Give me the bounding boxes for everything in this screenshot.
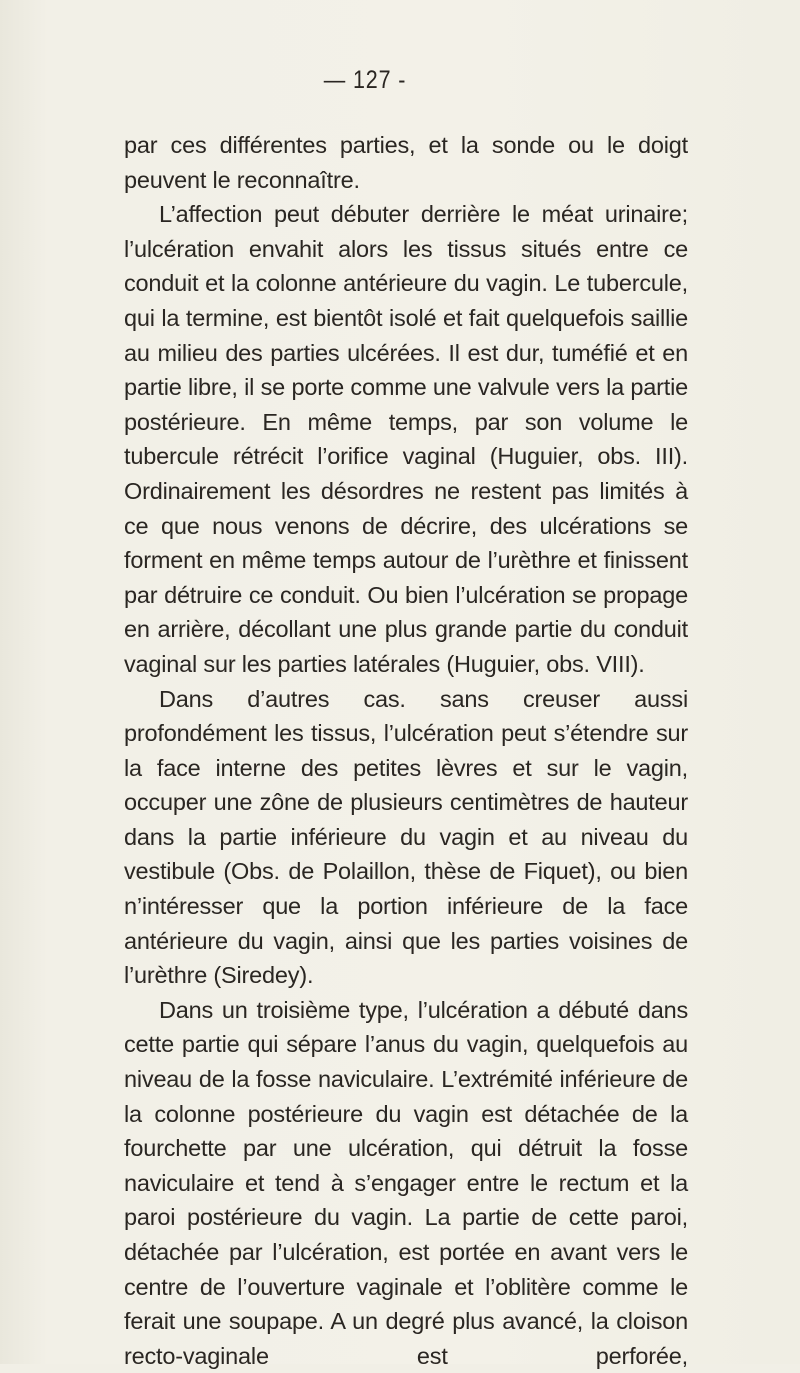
paragraph-2: L’affection peut débuter derrière le méat urinaire; l’ulcération envahit alors les tissus situés entre ce conduit et la colonne antérieure du vagin. Le tubercule, qui la termine, est bientôt isolé et fait quelquefois saillie au milieu des parties ulcérées. Il est dur, tuméfié et en partie libre, il se porte comme une valvule vers la partie postérieure. En même temps, par son volume le tubercule rétrécit l’orifice vaginal (Huguier, obs. III). Ordinairement les désordres ne restent pas limités à ce que nous venons de décrire, des ulcérations se forment en même temps autour de l’urèthre et finissent par détruire ce conduit. Ou bien l’ulcération se propage en arrière, décollant une plus grande partie du conduit vaginal sur les parties latérales (Huguier, obs. VIII). (124, 201, 688, 677)
text-body (124, 128, 688, 1373)
paragraph-3: Dans d’autres cas. sans creuser aussi profondément les tissus, l’ulcération peut s’étendre sur la face interne des petites lèvres et sur le vagin, occuper une zône de plusieurs centimètres de hauteur dans la partie inférieure du vagin et au niveau du vestibule (Obs. de Polaillon, thèse de Fiquet), ou bien n’intéresser que la portion inférieure de la face antérieure du vagin, ainsi que les parties voisines de l’urèthre (Siredey). (124, 685, 688, 989)
page-number: — 127 - (323, 66, 407, 94)
paragraph-1: par ces différentes parties, et la sonde ou le doigt peuvent le reconnaître. (124, 132, 688, 193)
paragraph-4: Dans un troisième type, l’ulcération a débuté dans cette partie qui sépare l’anus du vagin, quelquefois au niveau de la fosse naviculaire. L’extrémité inférieure de la colonne postérieure du vagin est détachée de la fourchette par une ulcération, qui détruit la fosse naviculaire et tend à s’engager entre le rectum et la paroi postérieure du vagin. La partie de cette paroi, détachée par l’ulcération, est portée en avant vers le centre de l’ouverture vaginale et l’oblitère comme le ferait une soupape. A un degré plus avancé, la cloison recto-vaginale est perforée, (124, 996, 688, 1369)
